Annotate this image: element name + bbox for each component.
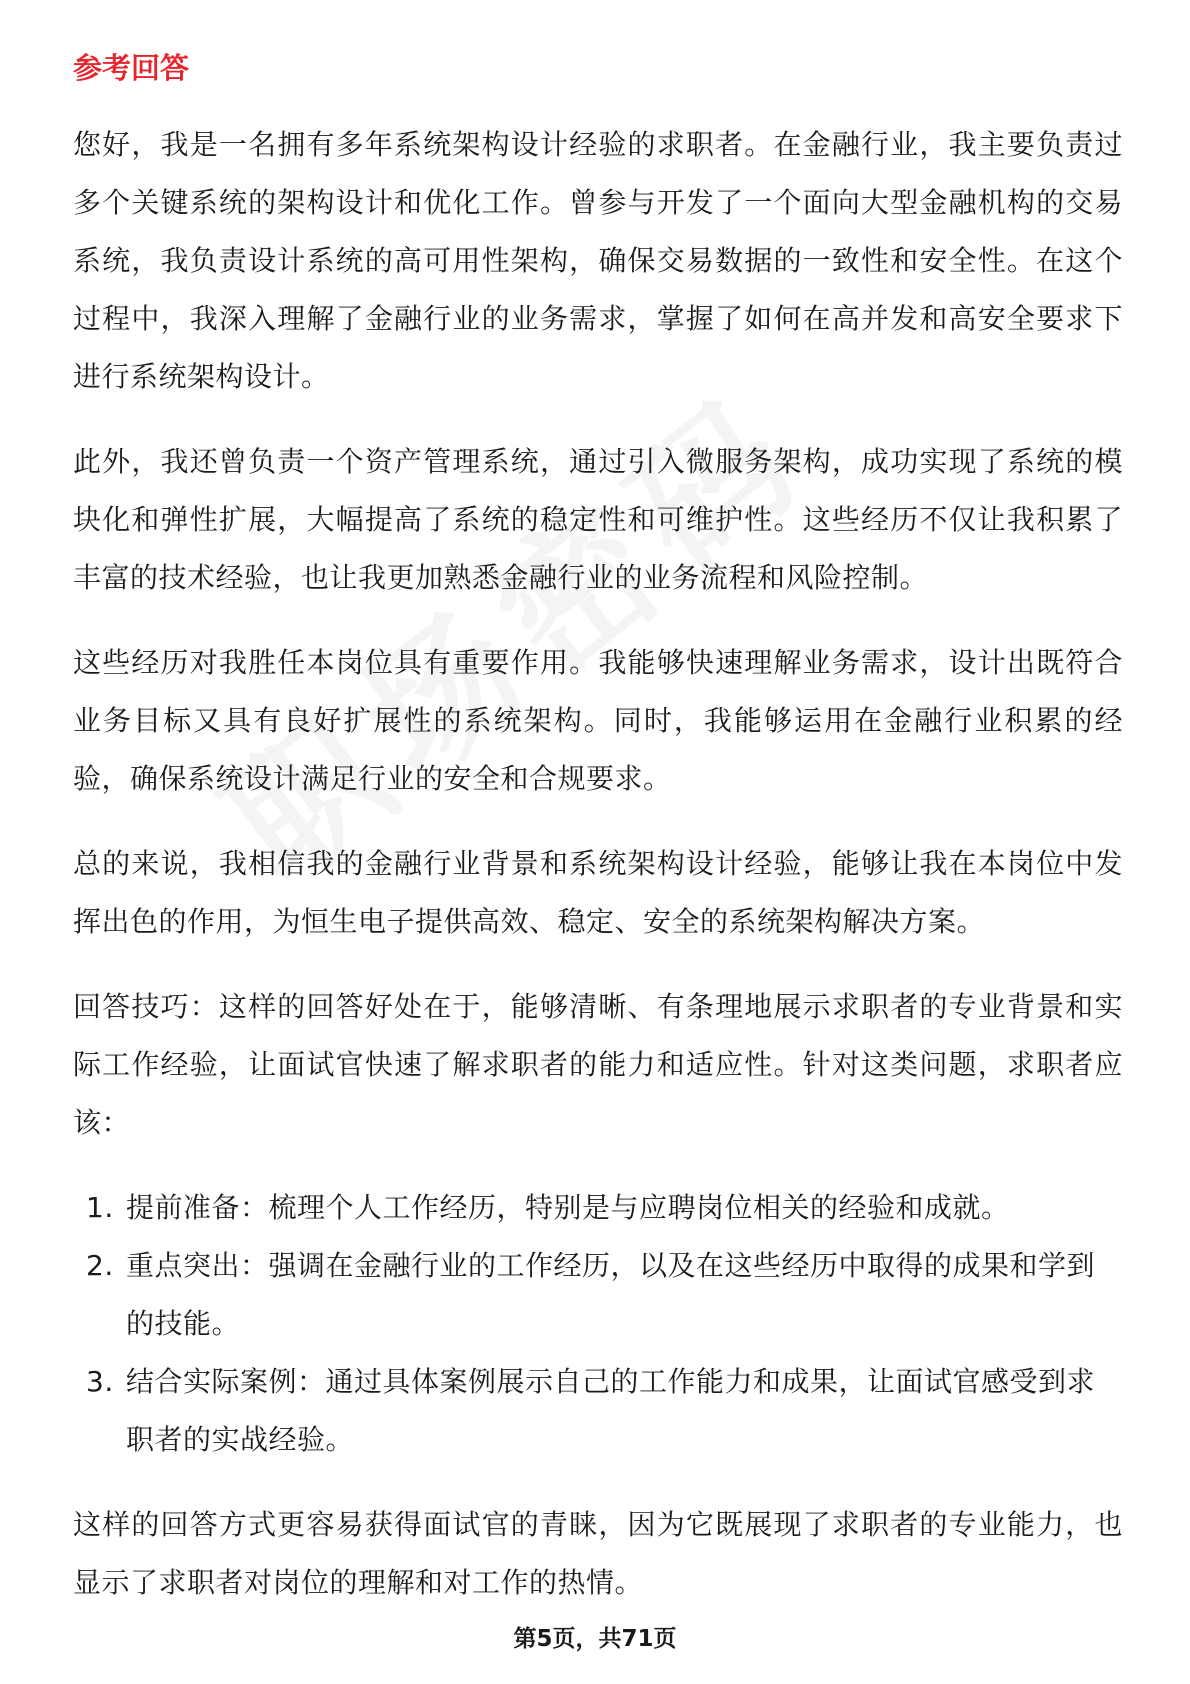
paragraph-role-fit: 这些经历对我胜任本岗位具有重要作用。我能够快速理解业务需求，设计出既符合业务目标又具有良好扩展性的系统架构。同时，我能够运用在金融行业积累的经验，确保系统设计满足行业的安全和合规要求。	[73, 646, 1123, 795]
list-item-text: 重点突出：强调在金融行业的工作经历，以及在这些经历中取得的成果和学到的技能。	[126, 1249, 1096, 1340]
paragraph-summary: 总的来说，我相信我的金融行业背景和系统架构设计经验，能够让我在本岗位中发挥出色的作用，为恒生电子提供高效、稳定、安全的系统架构解决方案。	[73, 847, 1123, 938]
list-item-number: 1.	[86, 1191, 114, 1224]
list-item	[73, 1237, 1123, 1353]
list-item	[73, 1179, 1123, 1237]
paragraph-tips: 回答技巧：这样的回答好处在于，能够清晰、有条理地展示求职者的专业背景和实际工作经验，让面试官快速了解求职者的能力和适应性。针对这类问题，求职者应该：	[73, 990, 1123, 1139]
paragraph-closing: 这样的回答方式更容易获得面试官的青睐，因为它既展现了求职者的专业能力，也显示了求职者对岗位的理解和对工作的热情。	[73, 1508, 1123, 1599]
section-heading: 参考回答	[73, 51, 190, 85]
list-item-number: 2.	[86, 1249, 114, 1282]
paragraph-intro: 您好，我是一名拥有多年系统架构设计经验的求职者。在金融行业，我主要负责过多个关键系统的架构设计和优化工作。曾参与开发了一个面向大型金融机构的交易系统，我负责设计系统的高可用性架构，确保交易数据的一致性和安全性。在这个过程中，我深入理解了金融行业的业务需求，掌握了如何在高并发和高安全要求下进行系统架构设计。	[73, 128, 1123, 393]
tips-list	[73, 1179, 1123, 1469]
paragraph-experience: 此外，我还曾负责一个资产管理系统，通过引入微服务架构，成功实现了系统的模块化和弹性扩展，大幅提高了系统的稳定性和可维护性。这些经历不仅让我积累了丰富的技术经验，也让我更加熟悉金融行业的业务流程和风险控制。	[73, 445, 1123, 594]
list-item-text: 提前准备：梳理个人工作经历，特别是与应聘岗位相关的经验和成就。	[126, 1191, 1010, 1224]
list-item-text: 结合实际案例：通过具体案例展示自己的工作能力和成果，让面试官感受到求职者的实战经验。	[126, 1365, 1096, 1456]
document-page	[73, 48, 1123, 1639]
list-item	[73, 1353, 1123, 1469]
list-item-number: 3.	[86, 1365, 114, 1398]
page-number: 第5页，共71页	[513, 1626, 677, 1652]
